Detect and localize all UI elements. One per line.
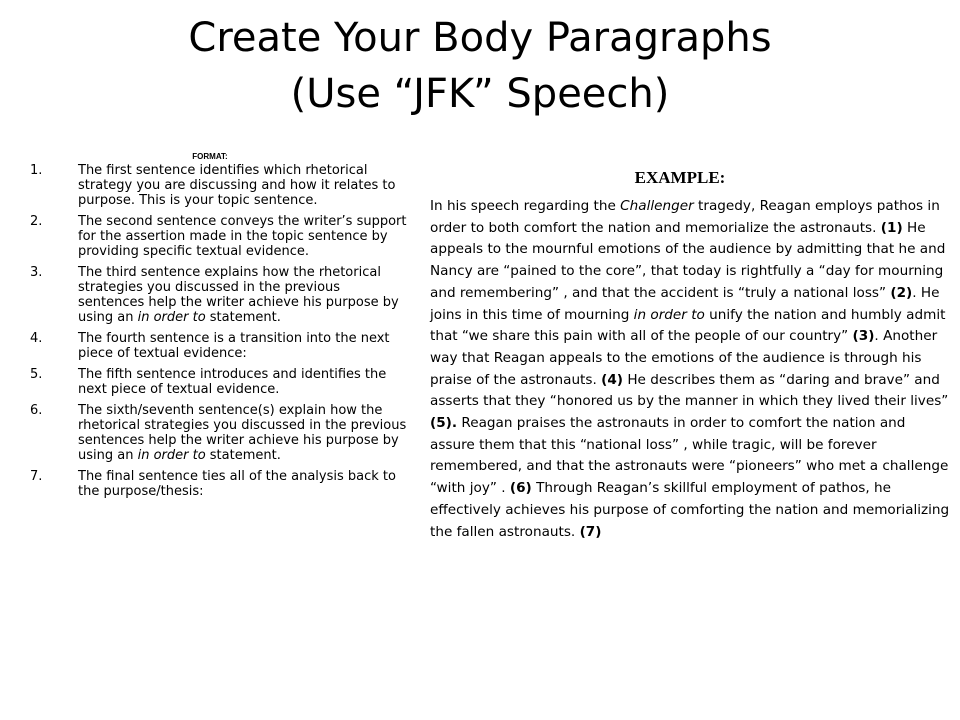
list-item <box>30 265 410 325</box>
example-text-italic: Challenger <box>620 198 694 214</box>
step-text: The third sentence explains how the rhetorical strategies you discussed in the previous sentences help the writer achieve his purpose by using an <box>78 265 399 325</box>
title-line-1: Create Your Body Paragraphs <box>188 15 772 61</box>
format-column <box>30 152 410 505</box>
example-text: He describes them as “daring and brave” and asserts that they “honored us by the manner in which they lived their lives” <box>430 371 949 410</box>
sentence-marker: (3) <box>852 328 875 345</box>
step-text: The fifth sentence introduces and identifies the next piece of textual evidence. <box>78 367 387 397</box>
list-item <box>30 469 410 499</box>
example-text: tragedy, Reagan employs pathos in order to both comfort the nation and memorialize the astronauts. <box>430 198 940 236</box>
example-heading: EXAMPLE: <box>634 168 726 187</box>
example-paragraph <box>430 196 950 543</box>
format-steps-list <box>30 163 410 499</box>
step-number: 3. <box>30 265 43 280</box>
step-text-italic: in order to <box>137 448 206 463</box>
title-line-2: (Use “JFK” Speech) <box>290 71 670 117</box>
step-number: 1. <box>30 163 43 178</box>
format-label: FORMAT: <box>192 152 228 161</box>
example-text: He appeals to the mournful emotions of the audience by admitting that he and Nancy are “pained to the core”, that today is rightfully a “day for mourning and remembering” , and that the accident is “truly a national loss” <box>430 219 946 301</box>
example-text-italic: in order to <box>633 306 705 323</box>
list-item <box>30 403 410 463</box>
step-text: The final sentence ties all of the analysis back to the purpose/thesis: <box>78 469 396 499</box>
example-text: . He joins in this time of mourning <box>430 284 940 323</box>
sentence-marker: (6) <box>509 480 532 497</box>
step-number: 7. <box>30 469 43 484</box>
example-text: Through Reagan’s skillful employment of pathos, he effectively achieves his purpose of comforting the nation and memorializing the fallen astronauts. <box>430 480 950 540</box>
step-number: 6. <box>30 403 43 418</box>
sentence-marker: (1) <box>880 219 903 236</box>
example-text: Reagan praises the astronauts in order to comfort the nation and assure them that this “national loss” , while tragic, will be forever remembered, and that the astronauts were “pioneers” who met a challenge “with joy” . <box>430 415 949 497</box>
sentence-marker: (7) <box>579 523 602 540</box>
example-text: . Another way that Reagan appeals to the emotions of the audience is through his praise of the astronauts. <box>430 328 938 388</box>
step-text: The fourth sentence is a transition into the next piece of textual evidence: <box>78 331 390 361</box>
list-item <box>30 331 410 361</box>
step-text: The sixth/seventh sentence(s) explain how the rhetorical strategies you discussed in the previous sentences help the writer achieve his purpose by using an <box>78 403 407 463</box>
step-text: The first sentence identifies which rhetorical strategy you are discussing and how it relates to purpose. This is your topic sentence. <box>78 163 396 208</box>
sentence-marker: (2) <box>890 284 913 301</box>
page-title <box>0 10 960 122</box>
list-item <box>30 214 410 259</box>
list-item <box>30 367 410 397</box>
step-number: 4. <box>30 331 43 346</box>
step-text: The second sentence conveys the writer’s support for the assertion made in the topic sentence by providing specific textual evidence. <box>78 214 407 259</box>
example-text: In his speech regarding the <box>430 198 621 214</box>
step-text-end: statement. <box>205 310 281 325</box>
step-text-end: statement. <box>205 448 281 463</box>
sentence-marker: (4) <box>601 371 624 388</box>
list-item <box>30 163 410 208</box>
step-number: 5. <box>30 367 43 382</box>
example-column <box>430 168 950 543</box>
step-number: 2. <box>30 214 43 229</box>
step-text-italic: in order to <box>137 310 206 325</box>
example-text: unify the nation and humbly admit that “we share this pain with all of the people of our country” <box>430 306 946 345</box>
sentence-marker: (5). <box>430 415 458 432</box>
